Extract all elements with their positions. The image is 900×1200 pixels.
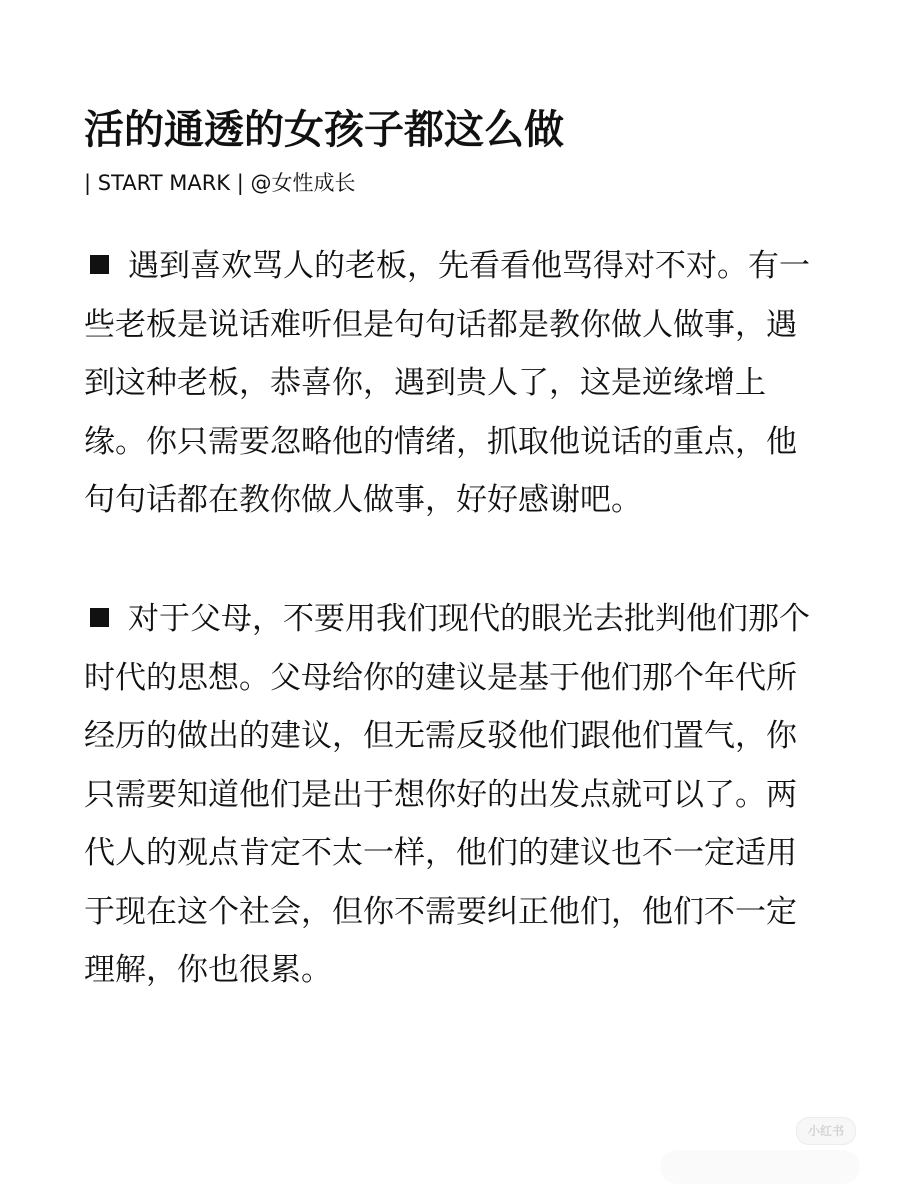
document-title: 活的通透的女孩子都这么做 [84,107,564,153]
paragraph-line: 些老板是说话难听但是句句话都是教你做人做事，遇 [84,306,797,343]
paragraph-line: 于现在这个社会，但你不需要纠正他们，他们不一定 [84,893,797,930]
paragraph-line [84,590,824,649]
paragraph-parents [84,590,824,1000]
paragraph-line: 缘。你只需要忽略他的情绪，抓取他说话的重点，他 [84,423,797,460]
watermark-shadow [660,1150,860,1184]
author-mark: | START MARK | @女性成长 [84,171,356,195]
paragraph-boss [84,237,824,530]
paragraph-line: 只需要知道他们是出于想你好的出发点就可以了。两 [84,776,797,813]
paragraph-line: 经历的做出的建议，但无需反驳他们跟他们置气，你 [84,718,797,754]
paragraph-line: 到这种老板，恭喜你，遇到贵人了，这是逆缘增上 [84,365,766,401]
paragraph-line: 代人的观点肯定不太一样，他们的建议也不一定适用 [84,835,797,871]
paragraph-line: 时代的思想。父母给你的建议是基于他们那个年代所 [84,659,797,696]
paragraph-line-text: 遇到喜欢骂人的老板，先看看他骂得对不对。有一 [128,248,810,284]
paragraph-line: 句句话都在教你做人做事，好好感谢吧。 [84,482,642,518]
watermark-logo: 小红书 [796,1117,856,1145]
square-bullet-icon [90,608,109,627]
paragraph-line: 理解，你也很累。 [84,952,332,988]
square-bullet-icon [90,255,109,274]
paragraph-line [84,237,824,296]
paragraph-line-text: 对于父母，不要用我们现代的眼光去批判他们那个 [128,601,810,637]
